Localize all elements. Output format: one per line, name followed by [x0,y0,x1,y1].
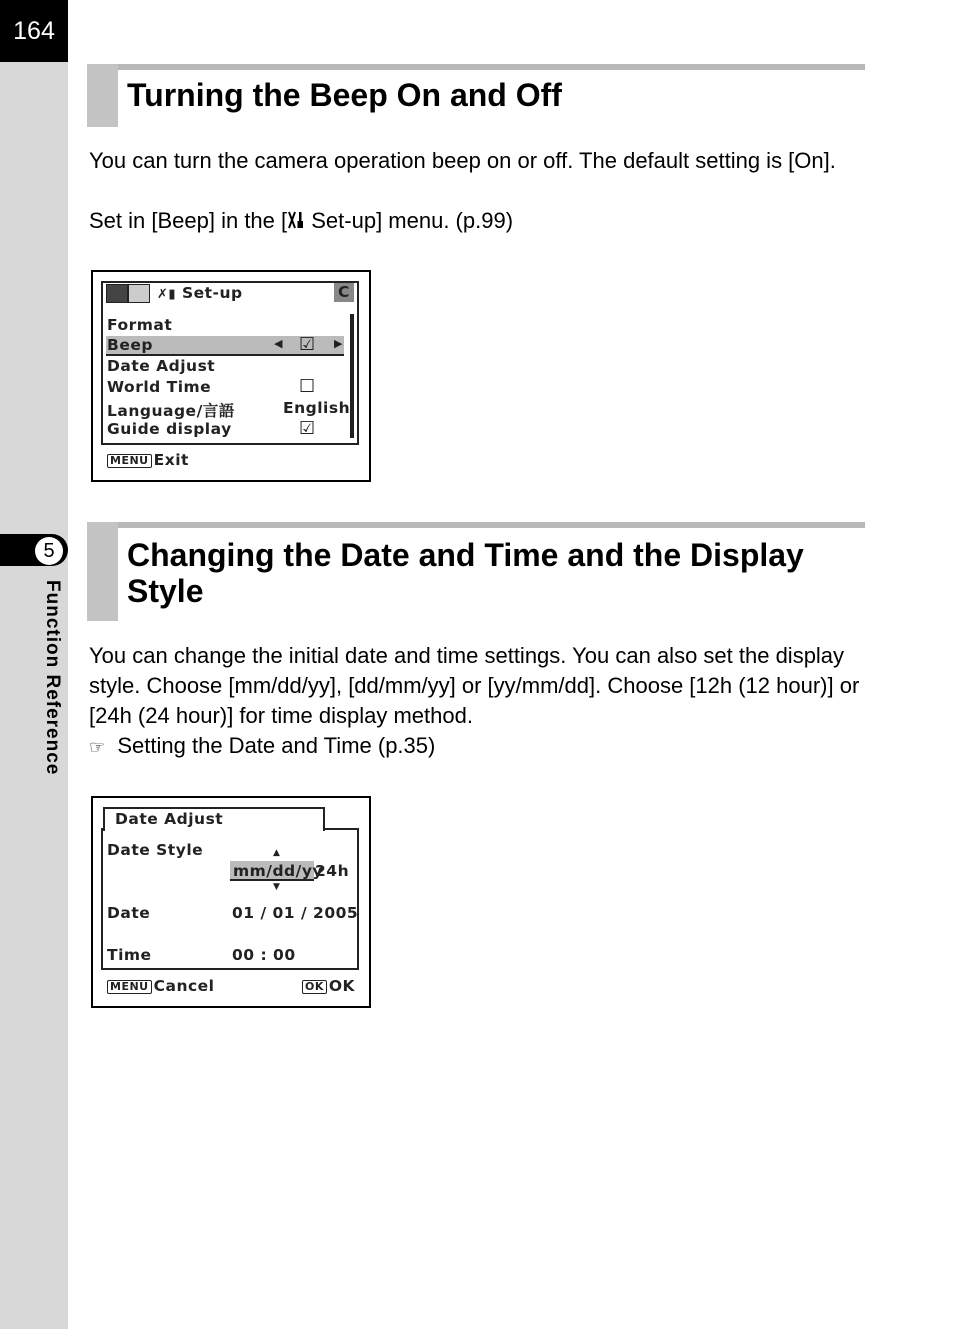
camera-mode-icon[interactable] [106,284,128,303]
date-adjust-screen [91,796,371,1008]
menu-scrollbar[interactable] [350,314,354,438]
guide-display-checkbox[interactable]: ☑ [299,418,316,439]
ok-key-icon: OK [302,980,327,994]
time-format-value[interactable]: 24h [315,862,350,880]
ok-hint[interactable]: OK OK [302,977,355,995]
menu-item-date-adjust[interactable]: Date Adjust [107,357,216,375]
section-title: Turning the Beep On and Off [127,77,562,113]
beep-checkbox[interactable]: ☑ [299,334,316,355]
exit-hint[interactable]: MENU Exit [107,451,189,469]
menu-item-beep[interactable]: Beep [107,336,153,354]
menu-item-guide-display[interactable]: Guide display [107,420,232,438]
chapter-label: Function Reference [42,580,63,776]
reference-icon: ☞ [89,737,106,758]
menu-key-icon: MENU [107,454,152,468]
date-time-reference: ☞ Setting the Date and Time (p.35) [89,733,436,758]
section-heading-beep [87,64,865,128]
menu-item-language[interactable]: Language/言語 [107,402,235,420]
section-heading-date-time [87,522,865,622]
menu-item-world-time[interactable]: World Time [107,378,212,396]
date-style-value[interactable]: mm/dd/yy [233,862,324,880]
page-number: 164 [0,0,68,62]
arrow-left-icon[interactable]: ◀ [274,337,283,350]
time-value[interactable]: 00 : 00 [232,946,296,964]
date-label: Date [107,904,151,922]
cancel-hint[interactable]: MENU Cancel [107,977,215,995]
date-adjust-title: Date Adjust [115,810,224,828]
date-time-description: You can change the initial date and time settings. You can also set the display style. Choose [mm/dd/yy], [dd/mm/yy] or [yy/mm/dd]. Choose [12h (12 hour)] or [24h (24 hour)] for time display method. [89,643,860,728]
mode-badge: C [334,283,354,302]
beep-menu-instruction: Set in [Beep] in the [ Set-up] menu. (p.99) [89,208,514,233]
date-value[interactable]: 01 / 01 / 2005 [232,904,359,922]
arrow-down-icon[interactable]: ▼ [273,882,281,892]
section-title: Changing the Date and Time and the Display Style [127,537,804,609]
menu-key-icon: MENU [107,980,152,994]
beep-description: You can turn the camera operation beep on or off. The default setting is [On]. [89,148,836,173]
menu-item-format[interactable]: Format [107,316,173,334]
arrow-up-icon[interactable]: ▲ [273,848,281,858]
setup-menu-screen [91,270,371,482]
date-style-label: Date Style [107,841,204,859]
playback-mode-icon[interactable] [128,284,150,303]
time-label: Time [107,946,152,964]
chapter-number: 5 [35,537,63,565]
wrench-icon: ✗▮ [157,287,177,302]
arrow-right-icon[interactable]: ▶ [334,337,343,350]
world-time-checkbox[interactable]: ☐ [299,376,316,397]
setup-menu-title: ✗▮ Set-up [157,284,243,302]
language-value: English [283,399,351,417]
wrench-icon [287,210,305,230]
